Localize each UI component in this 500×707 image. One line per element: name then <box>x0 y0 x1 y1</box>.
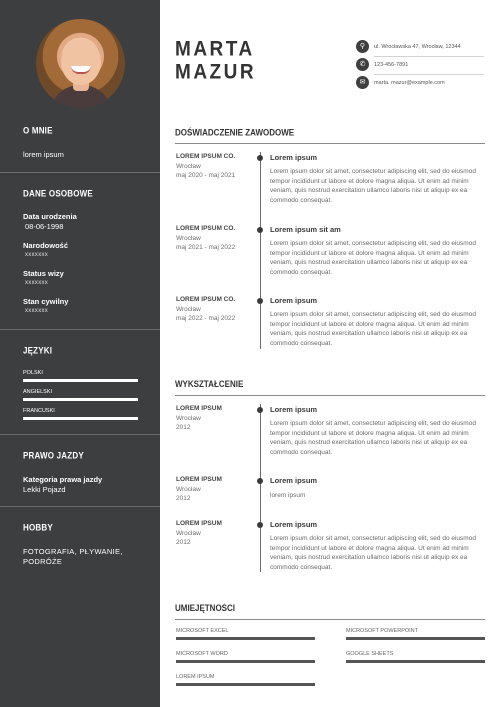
job-title: Lorem ipsum <box>270 296 318 305</box>
job-description: Lorem ipsum dolor sit amet, consectetur adipiscing elit, sed do eiusmod tempor incididunt ut labore et dolore magna aliqua. Ut enim ad minim veniam, quis nostrud exercitation ullamco laboris nisi ut aliquip ex ea commodo consequat. <box>270 168 476 204</box>
job-city: Wrocław <box>176 235 201 242</box>
hobby-line-2: PODRÓŻE <box>23 557 63 566</box>
section-rule <box>175 143 485 144</box>
edu-year: 2012 <box>176 424 191 431</box>
divider <box>374 74 484 75</box>
edu-school: LOREM IPSUM <box>176 520 222 527</box>
job-company: LOREM IPSUM CO. <box>176 153 236 160</box>
section-rule <box>175 395 485 396</box>
language-level-bar <box>23 417 138 420</box>
first-name: MARTA <box>175 38 255 62</box>
timeline-dot <box>257 478 263 484</box>
license-label: Kategoria prawa jazdy <box>23 475 103 484</box>
timeline-dot <box>257 227 263 233</box>
nationality-label: Narodowość <box>23 241 69 250</box>
phone-icon: ✆ <box>356 58 369 71</box>
timeline-dot <box>257 155 263 161</box>
visa-value: xxxxxxx <box>25 280 49 286</box>
skill-level-bar <box>176 683 315 686</box>
skill-label: MICROSOFT POWERPOINT <box>346 628 419 634</box>
timeline-dot <box>257 407 263 413</box>
languages-heading: JĘZYKI <box>23 345 53 356</box>
edu-title: Lorem ipsum <box>270 520 318 529</box>
job-city: Wrocław <box>176 163 201 170</box>
marital-value: xxxxxxx <box>25 308 49 314</box>
contact-phone: 123-456-7891 <box>374 62 409 68</box>
timeline-dot <box>257 298 263 304</box>
edu-description: Lorem ipsum dolor sit amet, consectetur adipiscing elit, sed do eiusmod tempor incididunt ut labore et dolore magna aliqua. Ut enim ad minim veniam, quis nostrud exercitation ullamco laboris nisi ut aliquip ex ea commodo consequat. <box>270 420 476 456</box>
edu-year: 2012 <box>176 495 191 502</box>
contact-email: marta. mazur@example.com <box>374 80 445 86</box>
hobby-line-1: FOTOGRAFIA, PŁYWANIE, <box>23 547 123 556</box>
about-heading: O MNIE <box>23 125 53 136</box>
edu-city: Wrocław <box>176 415 201 422</box>
divider <box>0 329 160 330</box>
edu-school: LOREM IPSUM <box>176 405 222 412</box>
job-title: Lorem ipsum <box>270 153 318 162</box>
personal-heading: DANE OSOBOWE <box>23 188 93 199</box>
edu-city: Wrocław <box>176 530 201 537</box>
about-text: lorem ipsum <box>23 150 64 159</box>
timeline-dot <box>257 522 263 528</box>
skill-level-bar <box>176 637 315 640</box>
edu-city: Wrocław <box>176 486 201 493</box>
license-heading: PRAWO JAZDY <box>23 450 84 461</box>
edu-description: lorem ipsum <box>270 492 306 499</box>
language-level-bar <box>23 379 138 382</box>
experience-timeline <box>260 152 261 349</box>
edu-description: Lorem ipsum dolor sit amet, consectetur adipiscing elit, sed do eiusmod tempor incididunt ut labore et dolore magna aliqua. Ut enim ad minim veniam, quis nostrud exercitation ullamco laboris nisi ut aliquip ex ea commodo consequat. <box>270 535 476 571</box>
language-level-bar <box>23 398 138 401</box>
edu-year: 2012 <box>176 539 191 546</box>
job-city: Wrocław <box>176 306 201 313</box>
job-dates: maj 2020 - maj 2021 <box>176 172 236 179</box>
sidebar <box>0 0 160 707</box>
job-dates: maj 2022 - maj 2022 <box>176 315 236 322</box>
edu-title: Lorem ipsum <box>270 405 318 414</box>
profile-photo <box>36 19 125 108</box>
divider <box>0 434 160 435</box>
job-company: LOREM IPSUM CO. <box>176 225 236 232</box>
map-pin-icon: ⚲ <box>356 40 369 53</box>
skill-level-bar <box>346 637 485 640</box>
skill-label: MICROSOFT WORD <box>176 651 228 657</box>
contact-address: ul. Wrocławska 47, Wrocław, 12344 <box>374 44 461 50</box>
education-timeline <box>260 404 261 572</box>
language-label: POLSKI <box>23 370 43 376</box>
license-value: Lekki Pojazd <box>23 485 66 494</box>
skill-label: LOREM IPSUM <box>176 674 215 680</box>
job-dates: maj 2021 - maj 2022 <box>176 244 236 251</box>
birthdate-label: Data urodzenia <box>23 212 77 221</box>
job-description: Lorem ipsum dolor sit amet, consectetur adipiscing elit, sed do eiusmod tempor incididunt ut labore et dolore magna aliqua. Ut enim ad minim veniam, quis nostrud exercitation ullamco laboris nisi ut aliquip ex ea commodo consequat. <box>270 311 476 347</box>
section-rule <box>175 619 485 620</box>
job-company: LOREM IPSUM CO. <box>176 296 236 303</box>
skill-level-bar <box>176 660 315 663</box>
divider <box>374 56 484 57</box>
edu-title: Lorem ipsum <box>270 476 318 485</box>
job-description: Lorem ipsum dolor sit amet, consectetur adipiscing elit, sed do eiusmod tempor incididunt ut labore et dolore magna aliqua. Ut enim ad minim veniam, quis nostrud exercitation ullamco laboris nisi ut aliquip ex ea commodo consequat. <box>270 240 476 276</box>
skill-level-bar <box>346 660 485 663</box>
language-label: ANGIELSKI <box>23 389 53 395</box>
skill-label: MICROSOFT EXCEL <box>176 628 229 634</box>
visa-label: Status wizy <box>23 269 64 278</box>
nationality-value: xxxxxxx <box>25 252 49 258</box>
last-name: MAZUR <box>175 61 257 85</box>
marital-label: Stan cywilny <box>23 297 69 306</box>
skills-heading: UMIEJĘTNOŚCI <box>175 603 236 614</box>
birthdate-value: 08-06-1998 <box>25 222 64 231</box>
envelope-icon: ✉ <box>356 76 369 89</box>
experience-heading: DOŚWIADCZENIE ZAWODOWE <box>175 127 295 138</box>
hobby-heading: HOBBY <box>23 522 53 533</box>
edu-school: LOREM IPSUM <box>176 476 222 483</box>
language-label: FRANCUSKI <box>23 408 55 414</box>
divider <box>0 172 160 173</box>
divider <box>0 506 160 507</box>
skill-label: GOOGLE SHEETS <box>346 651 394 657</box>
education-heading: WYKSZTAŁCENIE <box>175 379 244 390</box>
job-title: Lorem ipsum sit am <box>270 225 341 234</box>
